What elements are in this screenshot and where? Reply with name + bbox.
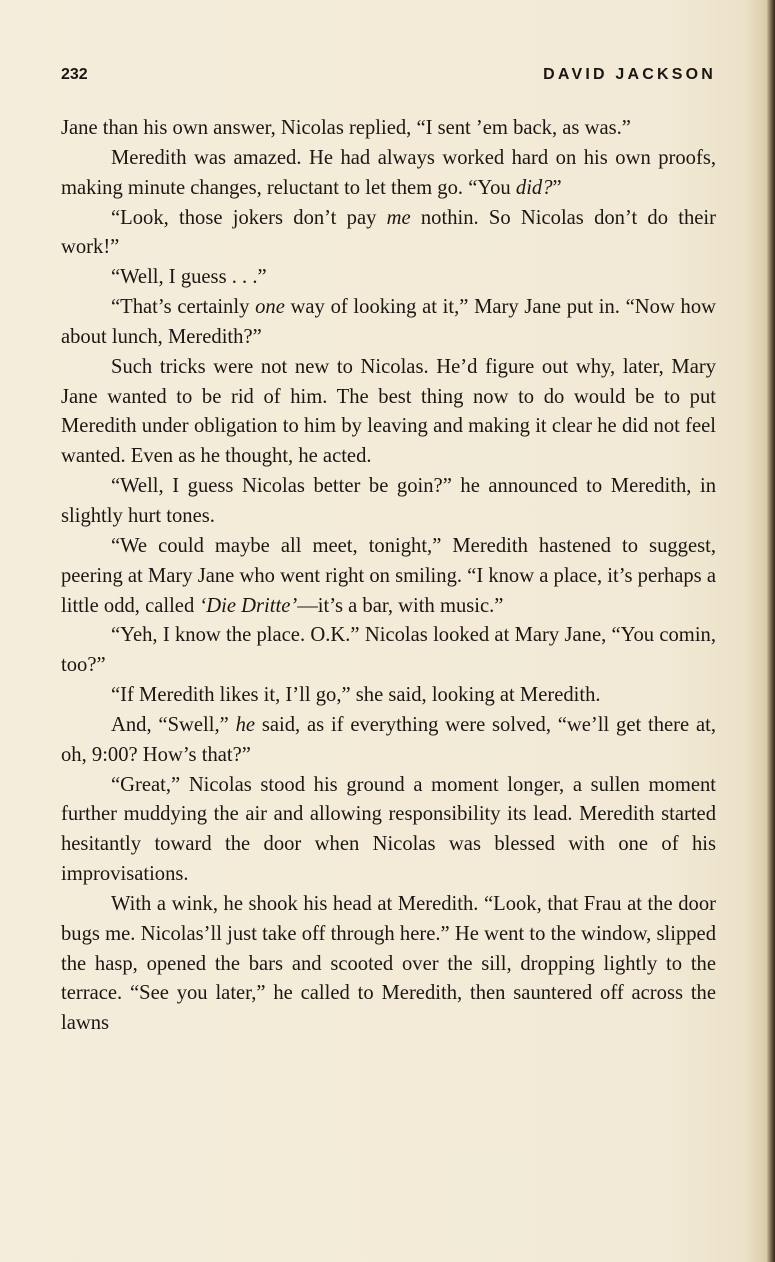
paragraph: “We could maybe all meet, tonight,” Meredith hastened to suggest, peering at Mary Jane who went right on smiling. “I know a place, it’s perhaps a little odd, called ‘Die Dritte’—it’s a bar, with music.” [61,534,716,617]
paragraph: “Well, I guess . . .” [111,266,267,289]
body-text [61,114,716,1039]
paragraph: Jane than his own answer, Nicolas replied, “I sent ’em back, as was.” [61,117,631,139]
paragraph: “Great,” Nicolas stood his ground a moment longer, a sullen moment further muddying the air and allowing responsibility its lead. Meredith started hesitantly toward the door when Nicolas was blessed with one of his improvisations. [61,773,716,886]
paragraph: “Look, those jokers don’t pay me nothin. So Nicolas don’t do their work!” [61,206,716,259]
running-head: DAVID JACKSON [543,66,716,83]
paragraph: “If Meredith likes it, I’ll go,” she said, looking at Meredith. [111,684,601,707]
paragraph: With a wink, he shook his head at Meredith. “Look, that Frau at the door bugs me. Nicolas’ll just take off through here.” He went to the window, slipped the hasp, opened the bars and scooted over the sill, dropping lightly to the terrace. “See you later,” he called to Meredith, then sauntered off across the lawns [61,892,716,1035]
page-edge-shadow [767,0,775,1262]
paragraph: Such tricks were not new to Nicolas. He’d figure out why, later, Mary Jane wanted to be rid of him. The best thing now to do would be to put Meredith under obligation to him by leaving and making it clear he did not feel wanted. Even as he thought, he acted. [61,355,716,468]
paragraph: “Yeh, I know the place. O.K.” Nicolas looked at Mary Jane, “You comin, too?” [61,624,716,677]
paragraph: “Well, I guess Nicolas better be goin?” he announced to Meredith, in slightly hurt tones. [61,475,716,527]
paragraph: Meredith was amazed. He had always worked hard on his own proofs, making minute changes, reluctant to let them go. “You did?” [61,146,716,199]
paragraph: And, “Swell,” he said, as if everything were solved, “we’ll get there at, oh, 9:00? How’s that?” [61,713,716,766]
page-number: 232 [61,66,88,83]
page-header [61,66,716,90]
paragraph: “That’s certainly one way of looking at it,” Mary Jane put in. “Now how about lunch, Meredith?” [61,296,717,348]
